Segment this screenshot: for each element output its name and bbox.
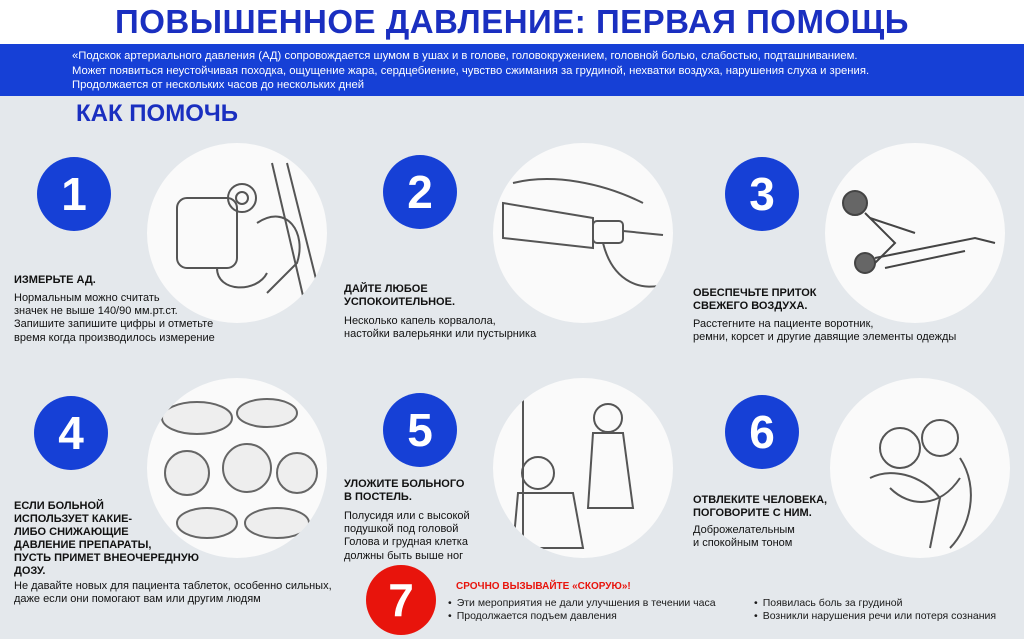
step-number-badge: 4 [34, 396, 108, 470]
section-heading: КАК ПОМОЧЬ [76, 100, 238, 127]
intro-banner [0, 44, 1024, 96]
urgent-number-badge: 7 [366, 565, 436, 635]
step-title: ОБЕСПЕЧЬТЕ ПРИТОК СВЕЖЕГО ВОЗДУХА. [693, 287, 817, 312]
step-number-badge: 1 [37, 157, 111, 231]
step-text: Полусидя или с высокой подушкой под головой Голова и грудная клетка должны быть выше ног [344, 510, 470, 562]
urgent-bullets-right [754, 597, 996, 623]
step-number-badge: 5 [383, 393, 457, 467]
step-text: Не давайте новых для пациента таблеток, особенно сильных, даже если они помогают вам или другим людям [14, 580, 332, 606]
urgent-title: СРОЧНО ВЫЗЫВАЙТЕ «СКОРУЮ»! [456, 581, 631, 592]
list-item: • Эти мероприятия не дали улучшения в течении часа [448, 597, 716, 610]
step-text: Расстегните на пациенте воротник, ремни, корсет и другие давящие элементы одежды [693, 318, 957, 344]
step-number-badge: 2 [383, 155, 457, 229]
medicine-dropper-icon [493, 143, 673, 323]
step-number-badge: 3 [725, 157, 799, 231]
comforting-hug-icon [830, 378, 1010, 558]
list-item: • Появилась боль за грудиной [754, 597, 996, 610]
doctor-patient-icon [493, 378, 673, 558]
intro-line: «Подскок артериального давления (АД) сопровождается шумом в ушах и в голове, головокружением, головной болью, слабостью, подташниванием. [72, 50, 858, 62]
step-title: УЛОЖИТЕ БОЛЬНОГО В ПОСТЕЛЬ. [344, 478, 465, 503]
list-item: • Продолжается подъем давления [448, 610, 716, 623]
page-title: ПОВЫШЕННОЕ ДАВЛЕНИЕ: ПЕРВАЯ ПОМОЩЬ [0, 0, 1024, 44]
step-text: Нормальным можно считать значек не выше 140/90 мм.рт.ст. Запишите запишите цифры и отметьте время когда производилось измерение [14, 292, 215, 344]
step-text: Несколько капель корвалола, настойки валерьянки или пустырника [344, 315, 537, 341]
step-title: ДАЙТЕ ЛЮБОЕ УСПОКОИТЕЛЬНОЕ. [344, 283, 455, 308]
step-text: Доброжелательным и спокойным тоном [693, 524, 795, 550]
intro-line: Продолжается от нескольких часов до нескольких дней [72, 79, 365, 91]
list-item: • Возникли нарушения речи или потеря сознания [754, 610, 996, 623]
step-title: ОТВЛЕКИТЕ ЧЕЛОВЕКА, ПОГОВОРИТЕ С НИМ. [693, 494, 828, 519]
person-lying-icon [825, 143, 1005, 323]
step-title: ЕСЛИ БОЛЬНОЙ ИСПОЛЬЗУЕТ КАКИЕ- ЛИБО СНИЖАЮЩИЕ ДАВЛЕНИЕ ПРЕПАРАТЫ, ПУСТЬ ПРИМЕТ ВНЕОЧЕРЕДНУЮ ДОЗУ. [14, 500, 200, 577]
urgent-bullets-left [448, 597, 716, 623]
step-number-badge: 6 [725, 395, 799, 469]
step-title: ИЗМЕРЬТЕ АД. [14, 274, 96, 286]
intro-line: Может появиться неустойчивая походка, ощущение жара, сердцебиение, чувство сжимания за грудиной, нехватки воздуха, нарушения слуха и зрения. [72, 64, 870, 77]
